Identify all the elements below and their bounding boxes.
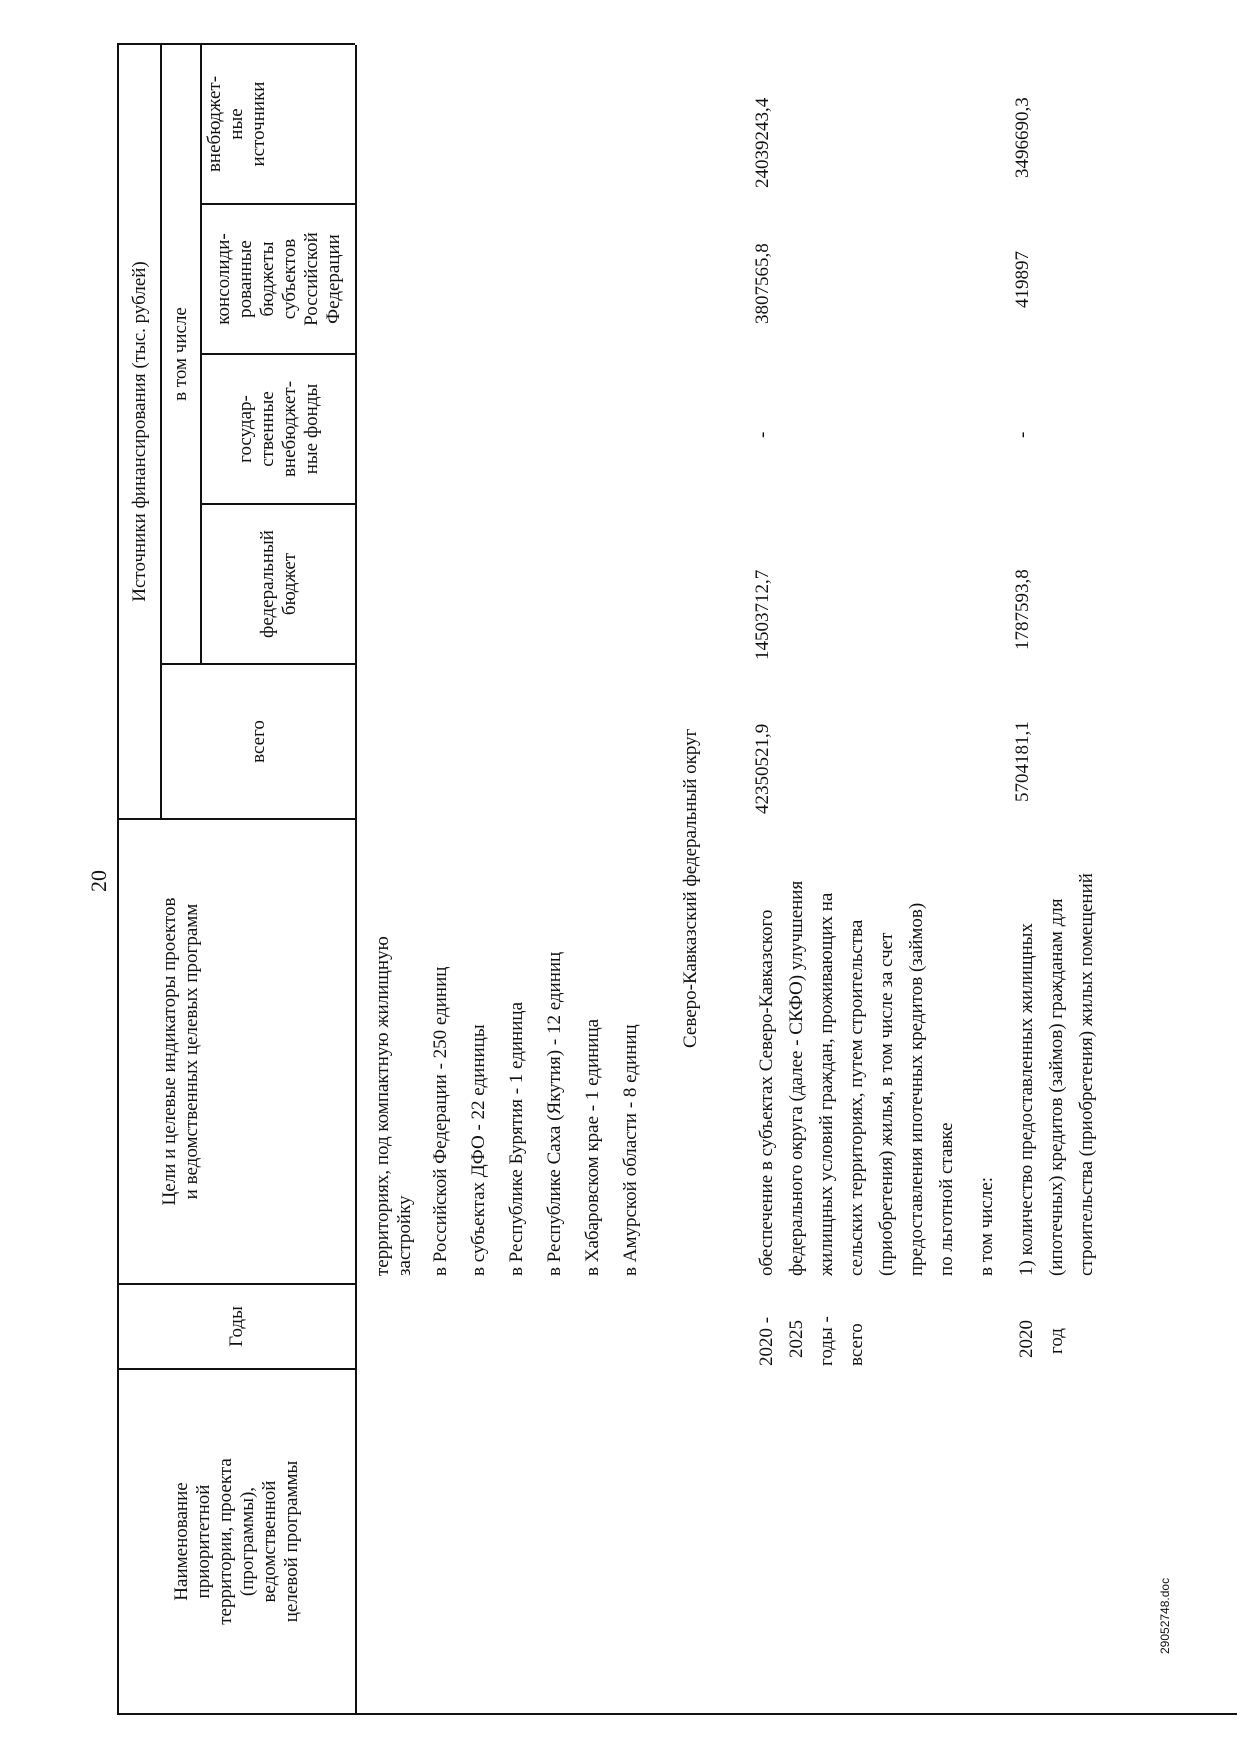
header-goals — [119, 820, 355, 1283]
row-goal-line: (ипотечных) кредитов (займов) гражданам для — [1046, 898, 1067, 1276]
header-regional-line: консолиди- — [212, 233, 234, 325]
footer-filename: 29052748.doc — [1158, 1577, 1172, 1654]
header-name-line: ведомственной — [259, 1480, 280, 1603]
cell-extrabudget: 24039243,4 — [752, 97, 773, 188]
header-name-line: Наименование — [171, 1482, 192, 1601]
continuation-line: в Амурской области - 8 единиц — [620, 1024, 641, 1276]
continuation-line: застройку — [394, 1195, 415, 1276]
row-years-line: год — [1046, 1328, 1067, 1354]
cell-state-funds: - — [752, 431, 773, 438]
continuation-line: в субъектах ДФО - 22 единицы — [468, 1024, 489, 1276]
row-goal-line: федерального округа (далее - СКФО) улучшения — [786, 880, 807, 1276]
row-goal — [1012, 873, 1102, 1276]
cell-extrabudget: 3496690,3 — [1012, 97, 1033, 178]
row-goal-line: сельских территориях, путем строительства — [846, 919, 867, 1276]
row-years-line: 2020 - — [756, 1316, 777, 1366]
row-years-line: 2020 — [1016, 1320, 1037, 1358]
header-extrabudget-line: внебюджет- — [204, 75, 225, 173]
continuation-line: в Республике Бурятия - 1 единица — [506, 1002, 527, 1276]
header-state-funds-line: ные фонды — [300, 383, 322, 475]
header-extrabudget — [119, 45, 355, 203]
row-goal — [752, 881, 1002, 1276]
cell-regional: 3807565,8 — [752, 243, 773, 324]
cell-total: 5704181,1 — [1012, 721, 1033, 802]
header-regional-line: Российской — [300, 232, 322, 326]
header-extrabudget-line: ные — [226, 108, 247, 140]
row-years-line: годы - — [816, 1316, 837, 1366]
header-federal — [202, 505, 355, 663]
header-goals-line: Цели и целевые индикаторы проектов — [159, 897, 180, 1206]
continuation-line: территориях, под компактную жилищную — [372, 936, 393, 1276]
cell-federal: 1787593,8 — [1012, 569, 1033, 650]
continuation-line: в Российской Федерации - 250 единиц — [430, 966, 451, 1276]
row-years — [752, 1316, 872, 1366]
continuation-line: в Хабаровском крае - 1 единица — [582, 1018, 603, 1276]
header-name — [119, 1370, 355, 1713]
section-title: Северо-Кавказский федеральный округ — [680, 728, 701, 1048]
header-state-funds-line: внебюджет- — [278, 380, 300, 478]
row-goal-line: предоставления ипотечных кредитов (займов) — [906, 902, 927, 1276]
header-goals-line: и ведомственных целевых программ — [181, 903, 202, 1200]
header-total: всего — [247, 720, 269, 763]
row-years — [1012, 1320, 1072, 1358]
row-goal-line: обеспечение в субъектах Северо-Кавказского — [756, 909, 777, 1276]
header-name-line: (программы), — [237, 1486, 258, 1597]
header-funding-group: Источники финансирования (тыс. рублей) — [128, 261, 150, 602]
header-regional — [202, 205, 355, 353]
header-name-line: территории, проекта — [215, 1458, 236, 1625]
header-federal-line: федеральный — [256, 530, 278, 638]
cell-state-funds: - — [1012, 431, 1033, 438]
header-regional-line: субъектов — [278, 238, 300, 320]
row-years-line: всего — [846, 1323, 867, 1366]
row-goal-line: (приобретения) жилья, в том числе за счет — [876, 932, 897, 1276]
row-years-line: 2025 — [786, 1320, 807, 1358]
row-goal-line: строительства (приобретения) жилых помещений — [1076, 873, 1097, 1276]
cell-total: 42350521,9 — [752, 723, 773, 814]
header-state-funds-line: ственные — [256, 391, 278, 467]
row-goal-line: жилищных условий граждан, проживающих на — [816, 892, 837, 1276]
page-number: 20 — [86, 870, 111, 892]
header-name-line: приоритетной — [193, 1484, 214, 1599]
header-regional-line: Федерации — [322, 234, 344, 324]
header-state-funds-line: государ- — [234, 395, 256, 463]
header-including: в том числе — [170, 307, 191, 401]
header-years: Годы — [226, 1306, 247, 1347]
cell-regional: 419897 — [1012, 251, 1033, 308]
row-goal-line: 1) количество предоставленных жилищных — [1016, 923, 1037, 1276]
row-goal-line: в том числе: — [976, 1176, 997, 1276]
header-extrabudget-line: источники — [248, 81, 269, 167]
header-name-line: целевой программы — [281, 1460, 302, 1623]
header-federal-line: бюджет — [278, 552, 300, 616]
row-goal-line: по льготной ставке — [936, 1122, 957, 1276]
header-regional-line: рованные — [234, 240, 256, 318]
header-state-funds — [202, 355, 355, 503]
continuation-line: в Республике Саха (Якутия) - 12 единиц — [544, 951, 565, 1276]
table-left-border — [117, 1714, 1237, 1716]
table-header-bottom-border — [355, 45, 357, 1715]
header-regional-line: бюджеты — [256, 241, 278, 317]
cell-federal: 14503712,7 — [752, 569, 773, 660]
